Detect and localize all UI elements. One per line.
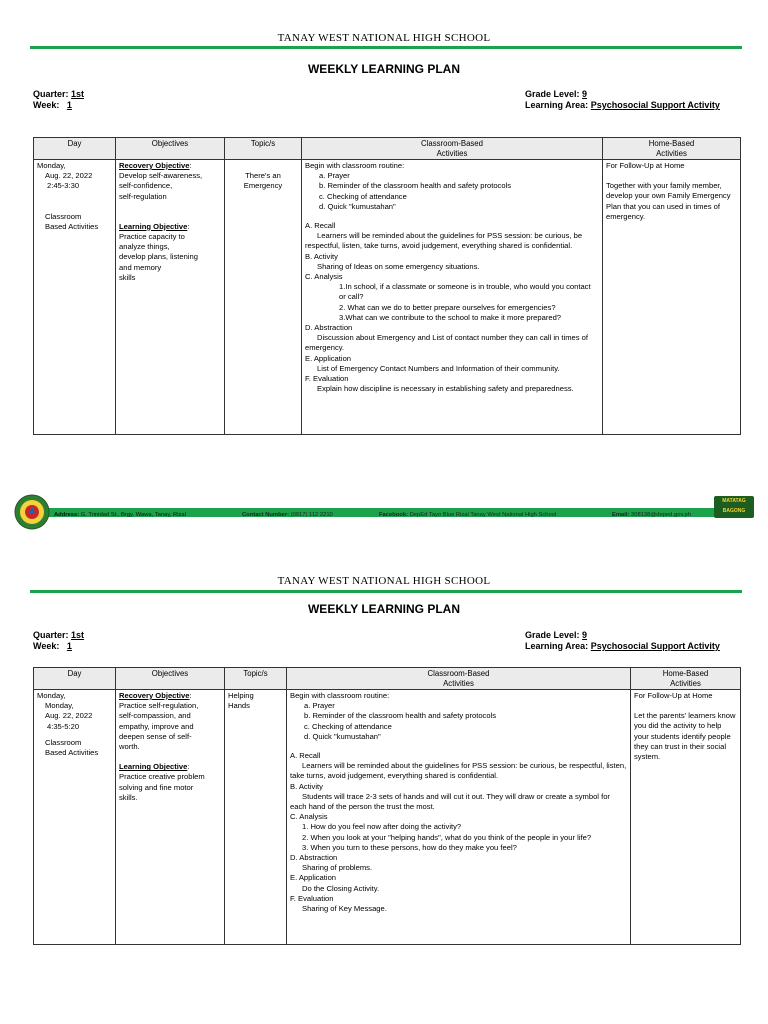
header-topics: Topic/s bbox=[225, 668, 287, 690]
plan-table-1 bbox=[33, 137, 741, 435]
grade-label: Grade Level: bbox=[525, 89, 580, 99]
header-objectives: Objectives bbox=[116, 138, 225, 160]
area-label: Learning Area: bbox=[525, 100, 589, 110]
home-activities-cell: For Follow-Up at Home Let the parents' learners know you did the activity to help your students identify people they can trust in their social system. bbox=[631, 690, 741, 945]
table-row bbox=[34, 690, 741, 945]
plan-table-2 bbox=[33, 667, 741, 945]
classroom-activities-cell: Begin with classroom routine: a. Prayer b. Reminder of the classroom health and safety protocols c. Checking of attendance d. Quick "kumustahan" A. Recall Learners will be reminded about the guidelines for PSS session: be curious, be respectful, listen, take turns, avoid judgement, everything shared is confidential. B. Activity Students will trace 2-3 sets of hands and will cut it out. They will draw or create a symbol for each hand of the person the trust the most. C. Analysis 1. How do you feel now after doing the activity? 2. When you look at your "helping hands", what do you think of the people in your life? 3. When you turn to these persons, how do they make you feel? D. Abstraction Sharing of problems. E. Application Do the Closing Activity. F. Evaluation Sharing of Key Message. bbox=[287, 690, 631, 945]
table-header-row bbox=[34, 138, 741, 160]
header-rule bbox=[30, 46, 742, 49]
topic-cell: There's an Emergency bbox=[225, 160, 302, 435]
address-text: G. Trinidad St., Brgy. Wawa, Tanay, Rizal bbox=[80, 512, 186, 518]
day-cell: Monday, Monday, Aug. 22, 2022 4:35-5:20 Classroom Based Activities bbox=[34, 690, 116, 945]
header-home: Home-Based Activities bbox=[631, 668, 741, 690]
day-cell: Monday, Aug. 22, 2022 2:45-3:30 Classroom Based Activities bbox=[34, 160, 116, 435]
week-value: 1 bbox=[66, 100, 72, 110]
grade-value: 9 bbox=[582, 89, 588, 99]
address-label: Address: bbox=[54, 512, 80, 518]
week-label: Week: bbox=[33, 100, 60, 110]
school-seal-icon bbox=[14, 494, 50, 530]
header-day: Day bbox=[34, 138, 116, 160]
classroom-activities-cell: Begin with classroom routine: a. Prayer b. Reminder of the classroom health and safety protocols c. Checking of attendance d. Quick "kumustahan" A. Recall Learners will be reminded about the guidelines for PSS session: be curious, be respectful, listen, take turns, avoid judgement, everything shared is confidential. B. Activity Sharing of Ideas on some emergency situations. C. Analysis 1.In school, if a classmate or someone is in trouble, who would you contact or call? 2. What can we do to better prepare ourselves for emergencies? 3.What can we contribute to the school to make it more prepared? D. Abstraction Discussion about Emergency and List of contact number they can call in times of emergency. E. Application List of Emergency Contact Numbers and Information of their community. F. Evaluation Explain how discipline is necessary in establishing safety and preparedness. bbox=[302, 160, 603, 435]
header-objectives: Objectives bbox=[116, 668, 225, 690]
table-header-row bbox=[34, 668, 741, 690]
grade-area-block-2: Grade Level: 9 Learning Area: Psychosocial Support Activity bbox=[525, 630, 720, 651]
quarter-week-block bbox=[33, 89, 84, 111]
objectives-cell: Recovery Objective: Develop self-awareness, self-confidence, self-regulation Learning Objective: Practice capacity to analyze things, develop plans, listening and memory skills bbox=[116, 160, 225, 435]
page-title-2: WEEKLY LEARNING PLAN bbox=[307, 602, 460, 616]
email-text: 308138@deped.gov.ph bbox=[631, 512, 691, 518]
quarter-week-block-2: Quarter: 1st Week: 1 bbox=[33, 630, 85, 651]
school-name-2: TANAY WEST NATIONAL HIGH SCHOOL bbox=[277, 575, 491, 587]
recovery-objective-label: Recovery Objective bbox=[119, 161, 190, 170]
area-value: Psychosocial Support Activity bbox=[590, 100, 720, 110]
grade-area-block bbox=[525, 89, 720, 111]
header-rule-2 bbox=[30, 590, 742, 593]
topic-cell: Helping Hands bbox=[225, 690, 287, 945]
page-title: WEEKLY LEARNING PLAN bbox=[307, 62, 460, 76]
home-activities-cell: For Follow-Up at Home Together with your family member, develop your own Family Emergency Plan that you can used in times of emergency. bbox=[603, 160, 741, 435]
header-home: Home-Based Activities bbox=[603, 138, 741, 160]
facebook-label: Facebook: bbox=[379, 512, 408, 518]
footer bbox=[14, 490, 754, 534]
learning-objective-label: Learning Objective bbox=[119, 221, 188, 231]
objectives-cell: Recovery Objective: Practice self-regulation, self-compassion, and empathy, improve and deepen sense of self- worth. Learning Objective: Practice creative problem solving and fine motor skills. bbox=[116, 690, 225, 945]
header-classroom: Classroom-Based Activities bbox=[302, 138, 603, 160]
quarter-label: Quarter: bbox=[33, 89, 69, 99]
school-name: TANAY WEST NATIONAL HIGH SCHOOL bbox=[277, 32, 491, 44]
contact-label: Contact Number: bbox=[242, 512, 290, 518]
header-day: Day bbox=[34, 668, 116, 690]
email-label: Email: bbox=[612, 512, 630, 518]
contact-text: (0917) 112 2210 bbox=[290, 512, 333, 518]
quarter-value: 1st bbox=[71, 89, 85, 99]
facebook-text: DepEd Tayo Blue Rizal Tanay West National High School bbox=[409, 512, 557, 518]
table-row bbox=[34, 160, 741, 435]
header-topics: Topic/s bbox=[225, 138, 302, 160]
matatag-badge-icon: MATATAG BAGONG bbox=[714, 496, 754, 518]
header-classroom: Classroom-Based Activities bbox=[287, 668, 631, 690]
